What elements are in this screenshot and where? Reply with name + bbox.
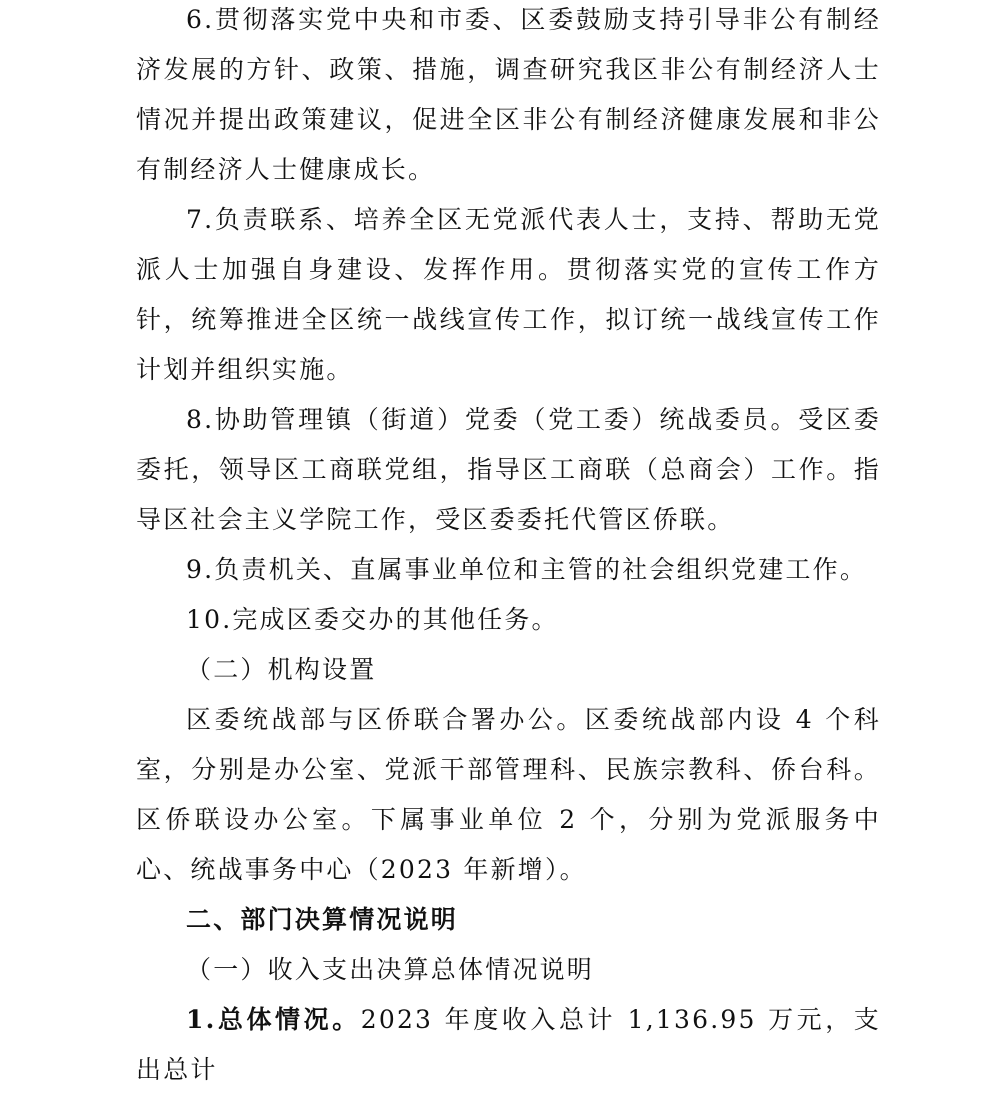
overall-lead: 1.总体情况。 — [186, 1005, 361, 1034]
paragraph-item-8: 8.协助管理镇（街道）党委（党工委）统战委员。受区委委托，领导区工商联党组，指导区工商联（总商会）工作。指导区社会主义学院工作，受区委委托代管区侨联。 — [136, 405, 881, 534]
heading-org-setup: （二）机构设置 — [186, 655, 377, 684]
document-page — [136, 0, 881, 1095]
overall-text: 2023 年度收入总计 1,136.95 万元，支出总计 — [136, 1005, 881, 1084]
paragraph-item-7: 7.负责联系、培养全区无党派代表人士，支持、帮助无党派人士加强自身建设、发挥作用。贯彻落实党的宣传工作方针，统筹推进全区统一战线宣传工作，拟订统一战线宣传工作计划并组织实施。 — [136, 205, 881, 384]
subheading-overall: （一）收入支出决算总体情况说明 — [186, 955, 595, 984]
paragraph-org-setup: 区委统战部与区侨联合署办公。区委统战部内设 4 个科室，分别是办公室、党派干部管理科、民族宗教科、侨台科。区侨联设办公室。下属事业单位 2 个，分别为党派服务中心、统战事务中心（2023 年新增）。 — [136, 705, 881, 884]
paragraph-item-9: 9.负责机关、直属事业单位和主管的社会组织党建工作。 — [186, 555, 868, 584]
paragraph-overall — [136, 995, 881, 1095]
heading-final-accounts: 二、部门决算情况说明 — [186, 905, 459, 934]
paragraph-item-10: 10.完成区委交办的其他任务。 — [186, 605, 559, 634]
paragraph-item-6: 6.贯彻落实党中央和市委、区委鼓励支持引导非公有制经济发展的方针、政策、措施，调查研究我区非公有制经济人士情况并提出政策建议，促进全区非公有制经济健康发展和非公有制经济人士健康成长。 — [136, 5, 881, 184]
